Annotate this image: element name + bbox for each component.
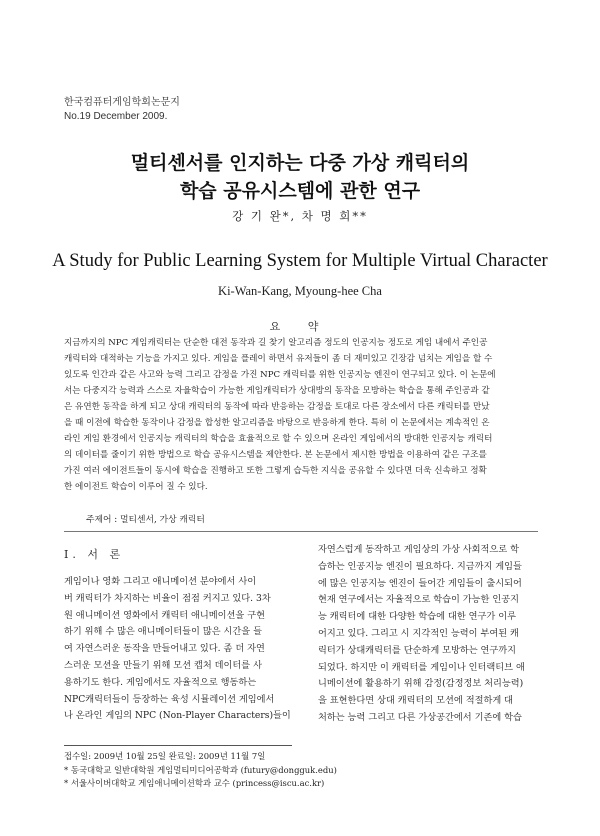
- body-line: 되었다. 하지만 이 캐릭터를 게임이나 인터랙티브 애: [318, 661, 525, 673]
- body-line: 여 자연스러운 동작을 만들어내고 있다. 좀 더 자연: [64, 643, 265, 655]
- english-title: A Study for Public Learning System for Multiple Virtual Character: [52, 251, 548, 271]
- author-affiliation-2: * 서울사이버대학교 게임애니메이션학과 교수 (princess@iscu.ac.kr): [64, 778, 325, 788]
- body-line: 처하는 능력 그리고 다른 가상공간에서 기존에 학습: [318, 711, 522, 723]
- abstract-line: 의 데이터를 줄이기 위한 방법으로 학습 공유시스템을 제안한다. 본 논문에서 제시한 방법을 이용하여 같은 구조를: [64, 450, 487, 460]
- body-right-column: [318, 542, 542, 727]
- abstract-line: 서는 다중지각 능력과 스스로 자율학습이 가능한 게임캐릭터가 상대방의 동작을 모방하는 학습을 통해 주인공과 같: [64, 386, 490, 396]
- korean-authors: 강 기 완*, 차 명 희**: [232, 209, 368, 223]
- body-line: 을 표현한다면 상대 캐릭터의 모션에 적절하게 대: [318, 695, 514, 707]
- abstract-heading: 요 약: [269, 320, 331, 333]
- footnotes: [64, 750, 337, 791]
- english-authors: Ki-Wan-Kang, Myoung-hee Cha: [218, 284, 382, 298]
- abstract-line: 라인 게임 환경에서 인공지능 캐릭터의 학습을 효율적으로 할 수 있으며 온라인 게임에서의 방대한 인공지능 캐릭터: [64, 434, 493, 444]
- abstract-body: [64, 335, 538, 495]
- body-line: 현재 연구에서는 자율적으로 학습이 가능한 인공지: [318, 594, 519, 606]
- body-line: 버 캐릭터가 차지하는 비율이 점점 커지고 있다. 3차: [64, 592, 271, 604]
- body-line: 릭터가 상대캐릭터를 단순하게 모방하는 연구까지: [318, 644, 517, 656]
- body-line: 게임이나 영화 그리고 애니메이션 분야에서 사이: [64, 576, 257, 587]
- body-line: 니메이션에 활용하기 위해 감정(감정정보 처리능력): [318, 678, 524, 690]
- author-affiliation-1: * 동국대학교 일반대학원 게임멀티미디어공학과 (futury@dongguk.edu): [64, 764, 337, 775]
- section-divider: [64, 531, 538, 532]
- body-line: 자연스럽게 동작하고 게임상의 가상 사회적으로 학: [318, 544, 519, 555]
- section-heading: I. 서 론: [64, 548, 125, 561]
- body-line: 스러운 모션을 만들기 위해 모션 캡처 데이터를 사: [64, 659, 262, 671]
- body-line: NPC캐릭터들이 등장하는 육성 시뮬레이션 게임에서: [64, 693, 275, 705]
- korean-title-line-2: 학습 공유시스템에 관한 연구: [179, 180, 421, 202]
- body-line: 용하기도 한다. 게임에서도 자율적으로 행동하는: [64, 676, 257, 688]
- journal-name: 한국컴퓨터게임학회논문지: [64, 97, 180, 108]
- abstract-line: 한 에이전트 학습이 이루어 질 수 있다.: [64, 482, 208, 492]
- abstract-line: 은 유연한 동작을 하게 되고 상대 캐릭터의 동작에 따라 반응하는 감정을 토대로 다른 장소에서 다른 캐릭터를 만났: [64, 402, 490, 412]
- body-line: 습하는 인공지능 엔진이 필요하다. 지금까지 게임들: [318, 560, 522, 572]
- body-line: 에 많은 인공지능 엔진이 들어간 게임들이 출시되어: [318, 577, 522, 589]
- journal-header: [64, 96, 180, 124]
- abstract-line: 있도록 인간과 같은 사고와 능력 그리고 감정을 가진 NPC 캐릭터를 위한 인공지능 엔진이 연구되고 있다. 이 논문에: [64, 370, 496, 380]
- body-line: 원 애니메이션 영화에서 캐릭터 애니메이션을 구현: [64, 609, 265, 621]
- journal-issue: No.19 December 2009.: [64, 111, 168, 122]
- korean-title-line-1: 멀티센서를 인지하는 다중 가상 캐릭터의: [130, 152, 470, 174]
- body-line: 어지고 있다. 그리고 시 지각적인 능력이 부여된 캐: [318, 627, 519, 639]
- keywords: 주제어 : 멀티센서, 가상 캐릭터: [86, 515, 205, 525]
- abstract-line: 가진 여러 에이전트들이 동시에 학습을 진행하고 또한 그렇게 습득한 지식을 공유할 수 있다면 더욱 신속하고 정확: [64, 466, 487, 476]
- body-line: 능 캐릭터에 대한 다양한 학습에 대한 연구가 이루: [318, 611, 516, 623]
- body-left-column: [64, 574, 294, 725]
- body-line: 나 온라인 게임의 NPC (Non-Player Characters)들이: [64, 710, 291, 722]
- received-date: 접수일: 2009년 10월 25일 완료일: 2009년 11월 7일: [64, 751, 266, 761]
- abstract-line: 을 때 이전에 학습한 동작이나 감정을 합성한 알고리즘을 바탕으로 반응하게 한다. 특히 이 논문에서는 계속적인 온: [64, 418, 490, 428]
- body-line: 하기 위해 수 많은 애니메이터들이 많은 시간을 들: [64, 626, 262, 638]
- abstract-line: 지금까지의 NPC 게임캐릭터는 단순한 대전 동작과 길 찾기 알고리즘 정도의 인공지능 정도로 게임 내에서 주인공: [64, 338, 488, 348]
- abstract-line: 캐릭터와 대적하는 기능을 가지고 있다. 게임을 플레이 하면서 유저들이 좀 더 재미있고 긴장감 넘치는 게임을 할 수: [64, 354, 493, 364]
- footnote-divider: [64, 745, 292, 746]
